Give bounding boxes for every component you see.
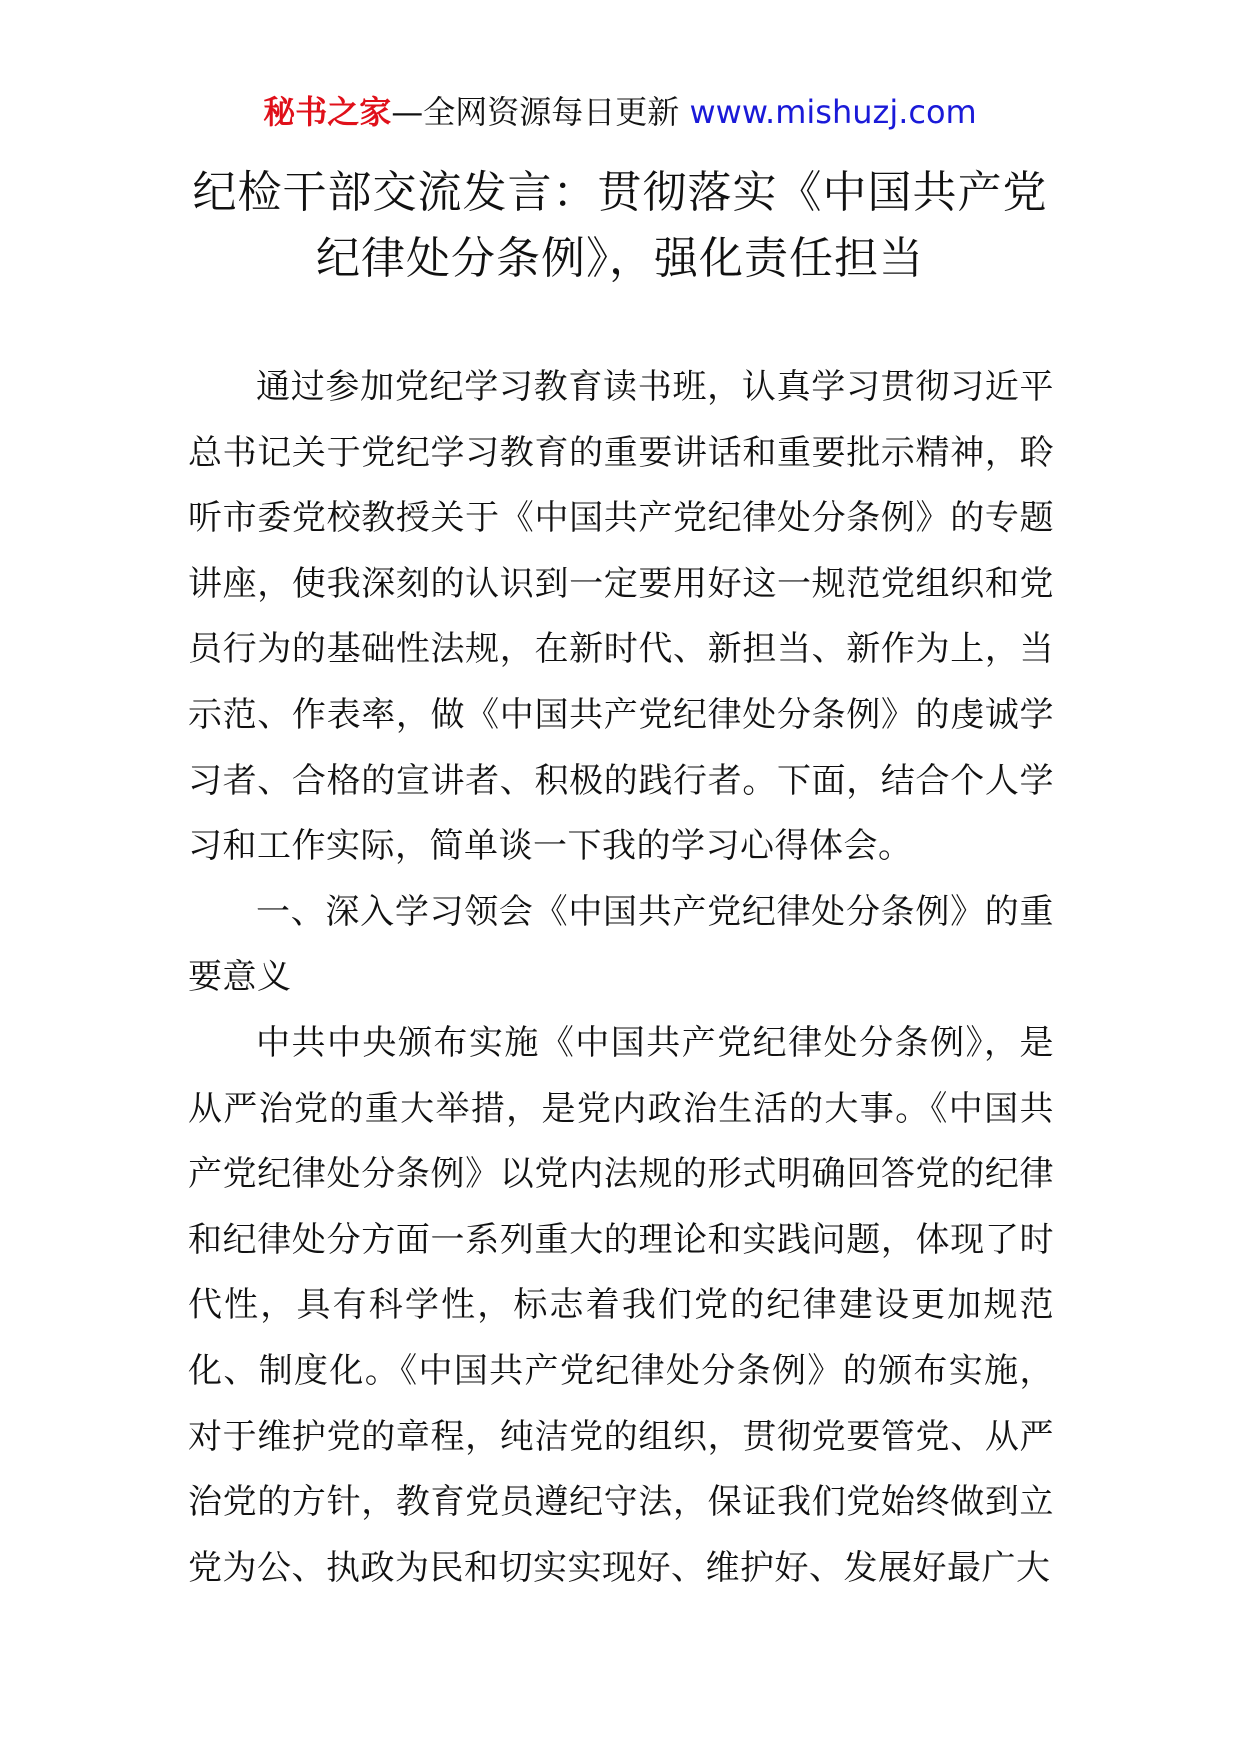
site-banner <box>0 90 1240 134</box>
document-title: 纪检干部交流发言：贯彻落实《中国共产党纪律处分条例》，强化责任担当 <box>192 167 1048 284</box>
site-tagline: —全网资源每日更新 <box>391 93 690 131</box>
document-body <box>188 355 1054 1601</box>
section-heading-1: 一、深入学习领会《中国共产党纪律处分条例》的重要意义 <box>188 891 1054 998</box>
site-brand: 秘书之家 <box>263 93 392 131</box>
paragraph-intro: 通过参加党纪学习教育读书班，认真学习贯彻习近平总书记关于党纪学习教育的重要讲话和重要批示精神，聆听市委党校教授关于《中国共产党纪律处分条例》的专题讲座，使我深刻的认识到一定要用好这一规范党组织和党员行为的基础性法规，在新时代、新担当、新作为上，当示范、作表率，做《中国共产党纪律处分条例》的虔诚学习者、合格的宣讲者、积极的践行者。下面，结合个人学习和工作实际，简单谈一下我的学习心得体会。 <box>188 367 1054 867</box>
site-url-link[interactable]: www.mishuzj.com <box>689 93 977 131</box>
paragraph-section-1: 中共中央颁布实施《中国共产党纪律处分条例》，是从严治党的重大举措，是党内政治生活的大事。《中国共产党纪律处分条例》以党内法规的形式明确回答党的纪律和纪律处分方面一系列重大的理论和实践问题，体现了时代性，具有科学性，标志着我们党的纪律建设更加规范化、制度化。《中国共产党纪律处分条例》的颁布实施，对于维护党的章程，纯洁党的组织，贯彻党要管党、从严治党的方针，教育党员遵纪守法，保证我们党始终做到立党为公、执政为民和切实实现好、维护好、发展好最广大 <box>188 1022 1054 1588</box>
